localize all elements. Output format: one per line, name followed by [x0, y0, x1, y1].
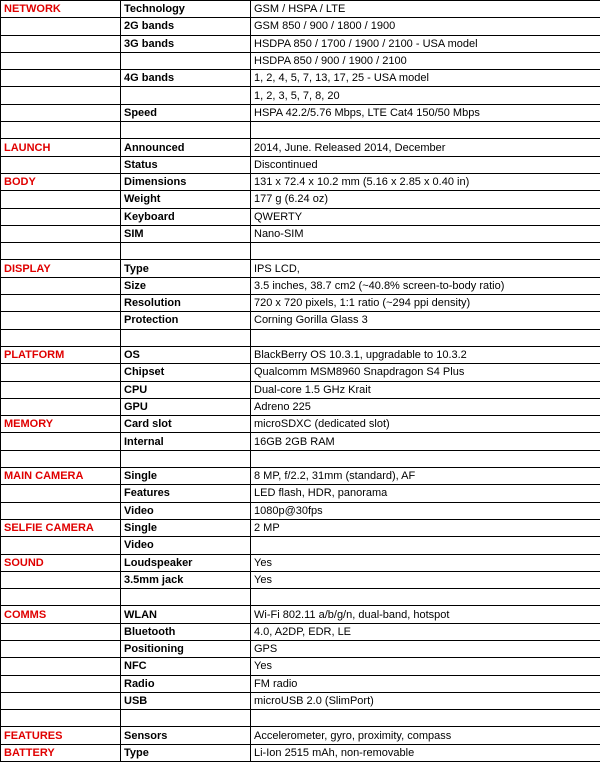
- category-cell: [1, 364, 121, 381]
- table-row: [1, 18, 600, 35]
- value-cell: Wi-Fi 802.11 a/b/g/n, dual-band, hotspot: [251, 606, 600, 623]
- table-row: [1, 485, 600, 502]
- category-cell: MAIN CAMERA: [1, 468, 121, 485]
- value-cell: GSM / HSPA / LTE: [251, 1, 600, 18]
- feature-cell: Dimensions: [121, 173, 251, 190]
- feature-cell: Single: [121, 468, 251, 485]
- category-cell: LAUNCH: [1, 139, 121, 156]
- value-cell: Qualcomm MSM8960 Snapdragon S4 Plus: [251, 364, 600, 381]
- category-cell: PLATFORM: [1, 346, 121, 363]
- value-cell: FM radio: [251, 675, 600, 692]
- category-cell: COMMS: [1, 606, 121, 623]
- value-cell: HSDPA 850 / 900 / 1900 / 2100: [251, 52, 600, 69]
- feature-cell: Features: [121, 485, 251, 502]
- category-cell: [1, 658, 121, 675]
- table-row: [1, 35, 600, 52]
- feature-cell: WLAN: [121, 606, 251, 623]
- table-row: [1, 122, 600, 139]
- category-cell: [1, 208, 121, 225]
- feature-cell: [121, 710, 251, 727]
- feature-cell: NFC: [121, 658, 251, 675]
- feature-cell: [121, 329, 251, 346]
- value-cell: Discontinued: [251, 156, 600, 173]
- feature-cell: 2G bands: [121, 18, 251, 35]
- table-row: [1, 312, 600, 329]
- value-cell: Corning Gorilla Glass 3: [251, 312, 600, 329]
- category-cell: [1, 225, 121, 242]
- value-cell: QWERTY: [251, 208, 600, 225]
- feature-cell: Sensors: [121, 727, 251, 744]
- feature-cell: Status: [121, 156, 251, 173]
- table-row: [1, 502, 600, 519]
- feature-cell: Announced: [121, 139, 251, 156]
- category-cell: [1, 589, 121, 606]
- table-row: [1, 692, 600, 709]
- value-cell: Yes: [251, 571, 600, 588]
- feature-cell: Internal: [121, 433, 251, 450]
- value-cell: [251, 122, 600, 139]
- feature-cell: Video: [121, 502, 251, 519]
- category-cell: [1, 502, 121, 519]
- table-row: [1, 381, 600, 398]
- table-row: [1, 295, 600, 312]
- value-cell: 16GB 2GB RAM: [251, 433, 600, 450]
- category-cell: [1, 52, 121, 69]
- value-cell: 8 MP, f/2.2, 31mm (standard), AF: [251, 468, 600, 485]
- value-cell: [251, 243, 600, 260]
- table-row: [1, 398, 600, 415]
- value-cell: microSDXC (dedicated slot): [251, 416, 600, 433]
- category-cell: [1, 122, 121, 139]
- feature-cell: Loudspeaker: [121, 554, 251, 571]
- table-row: [1, 260, 600, 277]
- category-cell: [1, 485, 121, 502]
- value-cell: 720 x 720 pixels, 1:1 ratio (~294 ppi density): [251, 295, 600, 312]
- value-cell: Accelerometer, gyro, proximity, compass: [251, 727, 600, 744]
- category-cell: FEATURES: [1, 727, 121, 744]
- value-cell: 1, 2, 3, 5, 7, 8, 20: [251, 87, 600, 104]
- category-cell: [1, 295, 121, 312]
- feature-cell: [121, 87, 251, 104]
- table-row: [1, 519, 600, 536]
- value-cell: 2 MP: [251, 519, 600, 536]
- value-cell: 1, 2, 4, 5, 7, 13, 17, 25 - USA model: [251, 70, 600, 87]
- value-cell: [251, 450, 600, 467]
- value-cell: 131 x 72.4 x 10.2 mm (5.16 x 2.85 x 0.40 in): [251, 173, 600, 190]
- feature-cell: [121, 122, 251, 139]
- table-row: [1, 554, 600, 571]
- feature-cell: Chipset: [121, 364, 251, 381]
- value-cell: Yes: [251, 554, 600, 571]
- table-row: [1, 468, 600, 485]
- value-cell: HSDPA 850 / 1700 / 1900 / 2100 - USA model: [251, 35, 600, 52]
- table-row: [1, 450, 600, 467]
- table-row: [1, 139, 600, 156]
- table-row: [1, 52, 600, 69]
- table-row: [1, 87, 600, 104]
- feature-cell: CPU: [121, 381, 251, 398]
- value-cell: [251, 537, 600, 554]
- category-cell: [1, 18, 121, 35]
- value-cell: GSM 850 / 900 / 1800 / 1900: [251, 18, 600, 35]
- value-cell: Nano-SIM: [251, 225, 600, 242]
- category-cell: [1, 537, 121, 554]
- value-cell: IPS LCD,: [251, 260, 600, 277]
- table-row: [1, 208, 600, 225]
- feature-cell: Keyboard: [121, 208, 251, 225]
- feature-cell: 3G bands: [121, 35, 251, 52]
- table-row: [1, 329, 600, 346]
- category-cell: NETWORK: [1, 1, 121, 18]
- feature-cell: Single: [121, 519, 251, 536]
- category-cell: [1, 450, 121, 467]
- feature-cell: USB: [121, 692, 251, 709]
- table-row: [1, 104, 600, 121]
- value-cell: [251, 329, 600, 346]
- table-row: [1, 156, 600, 173]
- category-cell: [1, 243, 121, 260]
- category-cell: [1, 191, 121, 208]
- table-row: [1, 589, 600, 606]
- table-row: [1, 243, 600, 260]
- feature-cell: Weight: [121, 191, 251, 208]
- category-cell: [1, 156, 121, 173]
- value-cell: LED flash, HDR, panorama: [251, 485, 600, 502]
- category-cell: SOUND: [1, 554, 121, 571]
- category-cell: [1, 398, 121, 415]
- value-cell: BlackBerry OS 10.3.1, upgradable to 10.3.2: [251, 346, 600, 363]
- feature-cell: GPU: [121, 398, 251, 415]
- category-cell: [1, 675, 121, 692]
- feature-cell: [121, 589, 251, 606]
- value-cell: HSPA 42.2/5.76 Mbps, LTE Cat4 150/50 Mbps: [251, 104, 600, 121]
- category-cell: [1, 35, 121, 52]
- feature-cell: SIM: [121, 225, 251, 242]
- category-cell: [1, 710, 121, 727]
- table-row: [1, 1, 600, 18]
- table-row: [1, 710, 600, 727]
- value-cell: GPS: [251, 640, 600, 657]
- category-cell: [1, 312, 121, 329]
- table-row: [1, 658, 600, 675]
- value-cell: [251, 710, 600, 727]
- feature-cell: Bluetooth: [121, 623, 251, 640]
- category-cell: [1, 87, 121, 104]
- feature-cell: Radio: [121, 675, 251, 692]
- table-row: [1, 191, 600, 208]
- category-cell: [1, 381, 121, 398]
- table-row: [1, 744, 600, 761]
- category-cell: SELFIE CAMERA: [1, 519, 121, 536]
- value-cell: Adreno 225: [251, 398, 600, 415]
- category-cell: [1, 623, 121, 640]
- feature-cell: Positioning: [121, 640, 251, 657]
- table-row: [1, 346, 600, 363]
- feature-cell: Size: [121, 277, 251, 294]
- value-cell: Dual-core 1.5 GHz Krait: [251, 381, 600, 398]
- table-row: [1, 675, 600, 692]
- value-cell: 4.0, A2DP, EDR, LE: [251, 623, 600, 640]
- feature-cell: Protection: [121, 312, 251, 329]
- category-cell: BATTERY: [1, 744, 121, 761]
- value-cell: 2014, June. Released 2014, December: [251, 139, 600, 156]
- value-cell: Yes: [251, 658, 600, 675]
- category-cell: [1, 640, 121, 657]
- spec-table-body: [1, 1, 600, 762]
- value-cell: 1080p@30fps: [251, 502, 600, 519]
- value-cell: microUSB 2.0 (SlimPort): [251, 692, 600, 709]
- value-cell: 177 g (6.24 oz): [251, 191, 600, 208]
- feature-cell: Resolution: [121, 295, 251, 312]
- category-cell: MEMORY: [1, 416, 121, 433]
- feature-cell: 3.5mm jack: [121, 571, 251, 588]
- table-row: [1, 606, 600, 623]
- feature-cell: [121, 450, 251, 467]
- feature-cell: 4G bands: [121, 70, 251, 87]
- feature-cell: Speed: [121, 104, 251, 121]
- table-row: [1, 173, 600, 190]
- table-row: [1, 416, 600, 433]
- table-row: [1, 571, 600, 588]
- table-row: [1, 433, 600, 450]
- table-row: [1, 364, 600, 381]
- feature-cell: [121, 52, 251, 69]
- category-cell: [1, 692, 121, 709]
- table-row: [1, 623, 600, 640]
- table-row: [1, 225, 600, 242]
- category-cell: DISPLAY: [1, 260, 121, 277]
- feature-cell: [121, 243, 251, 260]
- category-cell: [1, 571, 121, 588]
- value-cell: [251, 589, 600, 606]
- category-cell: [1, 277, 121, 294]
- feature-cell: Technology: [121, 1, 251, 18]
- value-cell: 3.5 inches, 38.7 cm2 (~40.8% screen-to-body ratio): [251, 277, 600, 294]
- feature-cell: Type: [121, 260, 251, 277]
- table-row: [1, 640, 600, 657]
- category-cell: [1, 329, 121, 346]
- feature-cell: OS: [121, 346, 251, 363]
- feature-cell: Type: [121, 744, 251, 761]
- category-cell: [1, 70, 121, 87]
- value-cell: Li-Ion 2515 mAh, non-removable: [251, 744, 600, 761]
- table-row: [1, 70, 600, 87]
- category-cell: [1, 104, 121, 121]
- feature-cell: Card slot: [121, 416, 251, 433]
- table-row: [1, 537, 600, 554]
- table-row: [1, 277, 600, 294]
- feature-cell: Video: [121, 537, 251, 554]
- category-cell: [1, 433, 121, 450]
- table-row: [1, 727, 600, 744]
- category-cell: BODY: [1, 173, 121, 190]
